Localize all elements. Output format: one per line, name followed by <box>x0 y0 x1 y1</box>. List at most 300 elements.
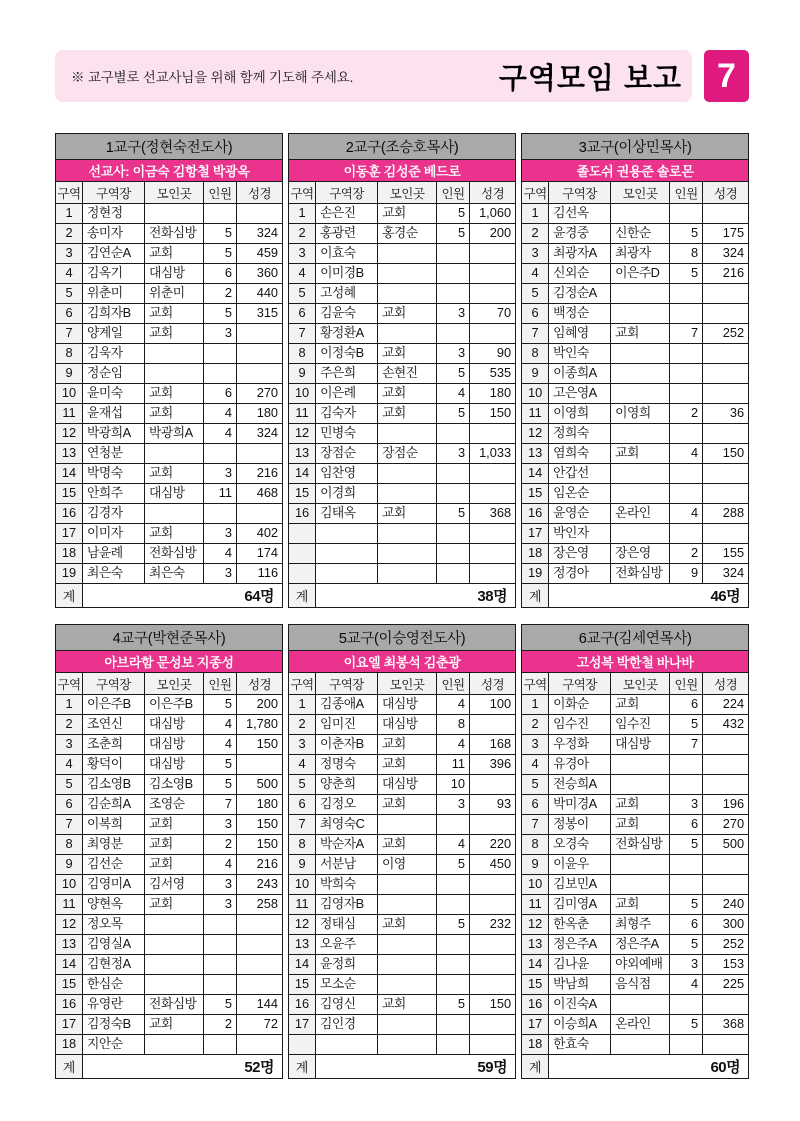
cell-bible-reading: 270 <box>237 384 283 404</box>
cell-district-no: 13 <box>289 444 316 464</box>
table-row <box>56 444 283 464</box>
cell-attendance <box>670 284 703 304</box>
table-title: 2교구(조승호목사) <box>289 134 516 160</box>
cell-bible-reading <box>470 264 516 284</box>
cell-bible-reading <box>470 715 516 735</box>
prayer-note-text: ※ 교구별로 선교사님을 위해 함께 기도해 주세요. <box>71 70 354 85</box>
cell-district-no: 9 <box>289 364 316 384</box>
cell-bible-reading <box>237 324 283 344</box>
cell-district-no: 3 <box>522 735 549 755</box>
cell-attendance: 4 <box>437 695 470 715</box>
cell-leader: 김정오 <box>316 795 378 815</box>
cell-leader: 모소순 <box>316 975 378 995</box>
table-row <box>522 524 749 544</box>
cell-place: 전화심방 <box>611 835 670 855</box>
cell-attendance: 5 <box>437 364 470 384</box>
table-row <box>522 875 749 895</box>
cell-bible-reading <box>237 364 283 384</box>
cell-district-no: 15 <box>289 484 316 504</box>
cell-attendance: 4 <box>437 735 470 755</box>
cell-attendance: 4 <box>670 975 703 995</box>
column-header-0: 구역 <box>522 182 549 204</box>
cell-district-no: 18 <box>56 544 83 564</box>
cell-district-no: 13 <box>289 935 316 955</box>
table-row <box>289 264 516 284</box>
cell-attendance <box>670 424 703 444</box>
cell-leader: 임미진 <box>316 715 378 735</box>
cell-leader <box>316 564 378 584</box>
table-row <box>56 304 283 324</box>
cell-bible-reading: 144 <box>237 995 283 1015</box>
table-row <box>289 935 516 955</box>
cell-bible-reading: 288 <box>703 504 749 524</box>
cell-bible-reading: 216 <box>703 264 749 284</box>
table-row <box>522 384 749 404</box>
column-header-4: 성경 <box>703 182 749 204</box>
table-row <box>289 564 516 584</box>
cell-attendance <box>437 544 470 564</box>
cell-attendance <box>670 775 703 795</box>
table-row <box>56 404 283 424</box>
cell-leader: 최영숙C <box>316 815 378 835</box>
cell-leader: 김태옥 <box>316 504 378 524</box>
table-row <box>522 284 749 304</box>
cell-place: 교회 <box>611 795 670 815</box>
cell-bible-reading: 396 <box>470 755 516 775</box>
cell-district-no: 10 <box>522 875 549 895</box>
total-label: 계 <box>522 1055 549 1079</box>
cell-attendance: 6 <box>670 815 703 835</box>
total-label: 계 <box>56 584 83 608</box>
cell-attendance <box>437 815 470 835</box>
cell-bible-reading: 258 <box>237 895 283 915</box>
cell-district-no: 12 <box>522 915 549 935</box>
cell-leader: 김영실A <box>83 935 145 955</box>
cell-place: 위춘미 <box>145 284 204 304</box>
cell-district-no: 13 <box>522 444 549 464</box>
table-row <box>289 1035 516 1055</box>
table-row <box>289 424 516 444</box>
table-missionaries: 졸도쉬 권용준 솔로몬 <box>522 160 749 182</box>
cell-leader: 정명숙 <box>316 755 378 775</box>
table-row <box>289 715 516 735</box>
cell-place: 장점순 <box>378 444 437 464</box>
table-row <box>522 1035 749 1055</box>
cell-attendance <box>204 955 237 975</box>
cell-leader: 임수진 <box>549 715 611 735</box>
cell-attendance <box>437 484 470 504</box>
table-row <box>522 915 749 935</box>
cell-leader: 김보민A <box>549 875 611 895</box>
cell-district-no: 14 <box>522 464 549 484</box>
table-row <box>289 995 516 1015</box>
cell-attendance <box>670 875 703 895</box>
cell-attendance: 5 <box>204 995 237 1015</box>
cell-attendance <box>204 975 237 995</box>
cell-leader: 신외순 <box>549 264 611 284</box>
cell-district-no: 6 <box>56 304 83 324</box>
table-row <box>522 935 749 955</box>
cell-district-no: 2 <box>522 224 549 244</box>
cell-leader: 장은영 <box>549 544 611 564</box>
table-row <box>56 344 283 364</box>
cell-district-no: 16 <box>522 504 549 524</box>
cell-district-no: 6 <box>522 304 549 324</box>
table-row <box>56 364 283 384</box>
table-row <box>522 695 749 715</box>
cell-district-no: 4 <box>56 264 83 284</box>
table-row <box>289 284 516 304</box>
cell-leader: 김경자 <box>83 504 145 524</box>
cell-attendance <box>670 464 703 484</box>
cell-bible-reading: 180 <box>237 404 283 424</box>
table-row <box>56 995 283 1015</box>
cell-attendance: 5 <box>670 835 703 855</box>
table-row <box>289 955 516 975</box>
cell-bible-reading: 174 <box>237 544 283 564</box>
section-row <box>55 624 749 1079</box>
table-row <box>289 484 516 504</box>
cell-bible-reading <box>237 935 283 955</box>
cell-place: 손현진 <box>378 364 437 384</box>
cell-district-no: 11 <box>289 404 316 424</box>
cell-bible-reading: 252 <box>703 324 749 344</box>
cell-place: 교회 <box>611 815 670 835</box>
cell-place <box>611 995 670 1015</box>
cell-attendance: 6 <box>670 695 703 715</box>
page-number-box <box>704 50 749 102</box>
cell-attendance <box>670 755 703 775</box>
cell-place <box>611 304 670 324</box>
table-row <box>522 544 749 564</box>
table-row <box>522 444 749 464</box>
cell-district-no: 17 <box>56 1015 83 1035</box>
cell-attendance: 6 <box>204 264 237 284</box>
cell-attendance: 4 <box>204 544 237 564</box>
cell-place: 임수진 <box>611 715 670 735</box>
cell-attendance: 4 <box>204 855 237 875</box>
cell-bible-reading <box>703 204 749 224</box>
cell-district-no <box>289 544 316 564</box>
cell-bible-reading: 180 <box>237 795 283 815</box>
total-label: 계 <box>522 584 549 608</box>
table-row <box>56 504 283 524</box>
cell-district-no: 7 <box>289 324 316 344</box>
cell-bible-reading: 468 <box>237 484 283 504</box>
cell-leader: 양계일 <box>83 324 145 344</box>
cell-leader: 이은례 <box>316 384 378 404</box>
cell-bible-reading <box>703 735 749 755</box>
cell-leader: 박명숙 <box>83 464 145 484</box>
cell-district-no: 17 <box>289 1015 316 1035</box>
table-row <box>289 835 516 855</box>
cell-place <box>378 564 437 584</box>
cell-leader: 양현옥 <box>83 895 145 915</box>
cell-bible-reading <box>470 975 516 995</box>
cell-bible-reading: 180 <box>470 384 516 404</box>
cell-district-no: 5 <box>289 284 316 304</box>
column-header-3: 인원 <box>204 182 237 204</box>
total-label: 계 <box>289 1055 316 1079</box>
cell-attendance <box>204 364 237 384</box>
cell-bible-reading: 200 <box>237 695 283 715</box>
cell-bible-reading: 535 <box>470 364 516 384</box>
cell-place: 교회 <box>378 204 437 224</box>
table-row <box>522 264 749 284</box>
cell-attendance <box>670 855 703 875</box>
cell-bible-reading <box>703 284 749 304</box>
cell-district-no: 16 <box>56 995 83 1015</box>
district-table <box>288 624 516 1079</box>
cell-leader: 김인경 <box>316 1015 378 1035</box>
cell-place: 교회 <box>611 895 670 915</box>
cell-district-no: 17 <box>522 524 549 544</box>
cell-bible-reading: 216 <box>237 855 283 875</box>
table-title: 3교구(이상민목사) <box>522 134 749 160</box>
column-header-1: 구역장 <box>83 182 145 204</box>
table-row <box>289 855 516 875</box>
cell-place <box>378 975 437 995</box>
cell-place: 교회 <box>378 344 437 364</box>
cell-leader: 고성혜 <box>316 284 378 304</box>
cell-bible-reading <box>703 384 749 404</box>
cell-district-no: 5 <box>56 775 83 795</box>
cell-place: 야외예배 <box>611 955 670 975</box>
table-row <box>56 695 283 715</box>
cell-attendance: 3 <box>204 875 237 895</box>
cell-attendance <box>437 975 470 995</box>
cell-bible-reading <box>470 464 516 484</box>
column-header-4: 성경 <box>703 673 749 695</box>
cell-place <box>378 244 437 264</box>
cell-place: 교회 <box>378 835 437 855</box>
cell-leader: 이미경B <box>316 264 378 284</box>
table-row <box>56 564 283 584</box>
table-title: 1교구(정현숙전도사) <box>56 134 283 160</box>
cell-bible-reading <box>470 324 516 344</box>
cell-district-no: 5 <box>289 775 316 795</box>
cell-attendance: 4 <box>204 735 237 755</box>
cell-leader: 염희숙 <box>549 444 611 464</box>
cell-district-no: 17 <box>56 524 83 544</box>
cell-bible-reading: 72 <box>237 1015 283 1035</box>
cell-place: 대심방 <box>145 264 204 284</box>
cell-district-no: 8 <box>289 344 316 364</box>
cell-leader: 박희숙 <box>316 875 378 895</box>
cell-attendance: 3 <box>437 444 470 464</box>
table-row <box>522 775 749 795</box>
cell-leader: 홍광련 <box>316 224 378 244</box>
table-row <box>56 795 283 815</box>
cell-place: 대심방 <box>145 755 204 775</box>
cell-district-no: 2 <box>289 715 316 735</box>
cell-place: 교회 <box>145 464 204 484</box>
cell-district-no: 11 <box>522 895 549 915</box>
table-row <box>56 735 283 755</box>
table-row <box>522 835 749 855</box>
cell-place <box>378 484 437 504</box>
table-row <box>522 855 749 875</box>
cell-place: 전화심방 <box>145 544 204 564</box>
cell-place: 교회 <box>378 735 437 755</box>
table-row <box>56 1015 283 1035</box>
cell-district-no <box>289 1035 316 1055</box>
cell-leader: 남윤례 <box>83 544 145 564</box>
table-row <box>522 464 749 484</box>
cell-district-no: 6 <box>56 795 83 815</box>
cell-district-no: 8 <box>56 835 83 855</box>
cell-district-no: 14 <box>56 464 83 484</box>
cell-attendance: 7 <box>670 324 703 344</box>
cell-place: 온라인 <box>611 504 670 524</box>
total-row <box>522 584 749 608</box>
table-row <box>289 895 516 915</box>
cell-bible-reading <box>237 975 283 995</box>
cell-place <box>378 1015 437 1035</box>
cell-bible-reading: 150 <box>703 444 749 464</box>
cell-place <box>145 504 204 524</box>
table-row <box>56 935 283 955</box>
cell-district-no: 3 <box>56 735 83 755</box>
cell-bible-reading: 70 <box>470 304 516 324</box>
cell-place <box>378 955 437 975</box>
cell-attendance <box>437 464 470 484</box>
table-row <box>289 795 516 815</box>
cell-bible-reading <box>237 755 283 775</box>
cell-bible-reading <box>237 955 283 975</box>
cell-leader: 김윤숙 <box>316 304 378 324</box>
cell-bible-reading: 36 <box>703 404 749 424</box>
cell-attendance <box>437 524 470 544</box>
cell-bible-reading: 324 <box>237 424 283 444</box>
cell-attendance: 3 <box>670 955 703 975</box>
table-row <box>289 755 516 775</box>
cell-district-no: 15 <box>56 975 83 995</box>
cell-place: 전화심방 <box>145 224 204 244</box>
cell-bible-reading <box>703 344 749 364</box>
cell-place <box>611 1035 670 1055</box>
cell-place: 이은주D <box>611 264 670 284</box>
table-title: 6교구(김세연목사) <box>522 625 749 651</box>
cell-leader: 이영희 <box>549 404 611 424</box>
cell-leader: 박광희A <box>83 424 145 444</box>
total-value: 59명 <box>316 1055 516 1079</box>
column-header-2: 모인곳 <box>611 673 670 695</box>
cell-attendance: 9 <box>670 564 703 584</box>
cell-attendance: 4 <box>204 424 237 444</box>
cell-place <box>611 775 670 795</box>
cell-district-no: 1 <box>289 695 316 715</box>
cell-district-no: 4 <box>289 755 316 775</box>
cell-leader: 김나윤 <box>549 955 611 975</box>
table-row <box>56 544 283 564</box>
cell-place <box>611 344 670 364</box>
cell-place: 최광자 <box>611 244 670 264</box>
cell-attendance: 5 <box>437 204 470 224</box>
cell-district-no: 14 <box>289 955 316 975</box>
cell-leader: 김숙자 <box>316 404 378 424</box>
cell-place: 교회 <box>145 835 204 855</box>
cell-district-no: 17 <box>522 1015 549 1035</box>
cell-district-no: 5 <box>56 284 83 304</box>
cell-bible-reading: 175 <box>703 224 749 244</box>
cell-attendance: 2 <box>204 835 237 855</box>
cell-district-no: 13 <box>56 444 83 464</box>
cell-leader: 유경아 <box>549 755 611 775</box>
cell-place <box>145 935 204 955</box>
cell-bible-reading <box>470 875 516 895</box>
cell-place <box>145 915 204 935</box>
table-row <box>522 304 749 324</box>
cell-attendance: 5 <box>204 224 237 244</box>
cell-leader: 이윤우 <box>549 855 611 875</box>
cell-bible-reading: 1,780 <box>237 715 283 735</box>
cell-place <box>611 464 670 484</box>
table-row <box>289 444 516 464</box>
cell-bible-reading <box>703 775 749 795</box>
column-header-2: 모인곳 <box>378 673 437 695</box>
cell-district-no: 10 <box>522 384 549 404</box>
total-label: 계 <box>289 584 316 608</box>
cell-district-no: 2 <box>56 715 83 735</box>
page-header <box>55 50 749 102</box>
cell-leader: 황덕이 <box>83 755 145 775</box>
cell-district-no: 4 <box>522 264 549 284</box>
cell-place: 교회 <box>145 855 204 875</box>
cell-bible-reading: 150 <box>470 995 516 1015</box>
cell-leader: 윤경중 <box>549 224 611 244</box>
cell-bible-reading <box>703 755 749 775</box>
cell-leader: 정경아 <box>549 564 611 584</box>
cell-leader: 위춘미 <box>83 284 145 304</box>
cell-bible-reading: 150 <box>470 404 516 424</box>
cell-attendance: 4 <box>204 715 237 735</box>
column-header-1: 구역장 <box>83 673 145 695</box>
total-row <box>522 1055 749 1079</box>
cell-leader: 정태심 <box>316 915 378 935</box>
cell-district-no: 18 <box>522 544 549 564</box>
cell-bible-reading: 1,033 <box>470 444 516 464</box>
cell-district-no: 15 <box>522 975 549 995</box>
table-row <box>56 464 283 484</box>
cell-district-no: 18 <box>522 1035 549 1055</box>
cell-bible-reading <box>703 424 749 444</box>
table-row <box>289 1015 516 1035</box>
cell-district-no: 11 <box>522 404 549 424</box>
page-number: 7 <box>717 56 736 95</box>
column-header-1: 구역장 <box>549 673 611 695</box>
cell-leader: 박순자A <box>316 835 378 855</box>
cell-attendance: 3 <box>204 815 237 835</box>
cell-bible-reading <box>470 895 516 915</box>
cell-place: 교회 <box>611 695 670 715</box>
total-value: 64명 <box>83 584 283 608</box>
cell-leader: 정봉이 <box>549 815 611 835</box>
cell-place: 교회 <box>611 444 670 464</box>
cell-attendance <box>670 484 703 504</box>
cell-bible-reading: 500 <box>703 835 749 855</box>
cell-district-no: 7 <box>522 815 549 835</box>
table-row <box>56 484 283 504</box>
table-row <box>56 264 283 284</box>
cell-district-no: 19 <box>56 564 83 584</box>
cell-attendance <box>437 424 470 444</box>
cell-bible-reading <box>703 304 749 324</box>
cell-leader: 고은영A <box>549 384 611 404</box>
district-table <box>55 624 283 1079</box>
cell-attendance <box>670 384 703 404</box>
cell-place: 신한순 <box>611 224 670 244</box>
